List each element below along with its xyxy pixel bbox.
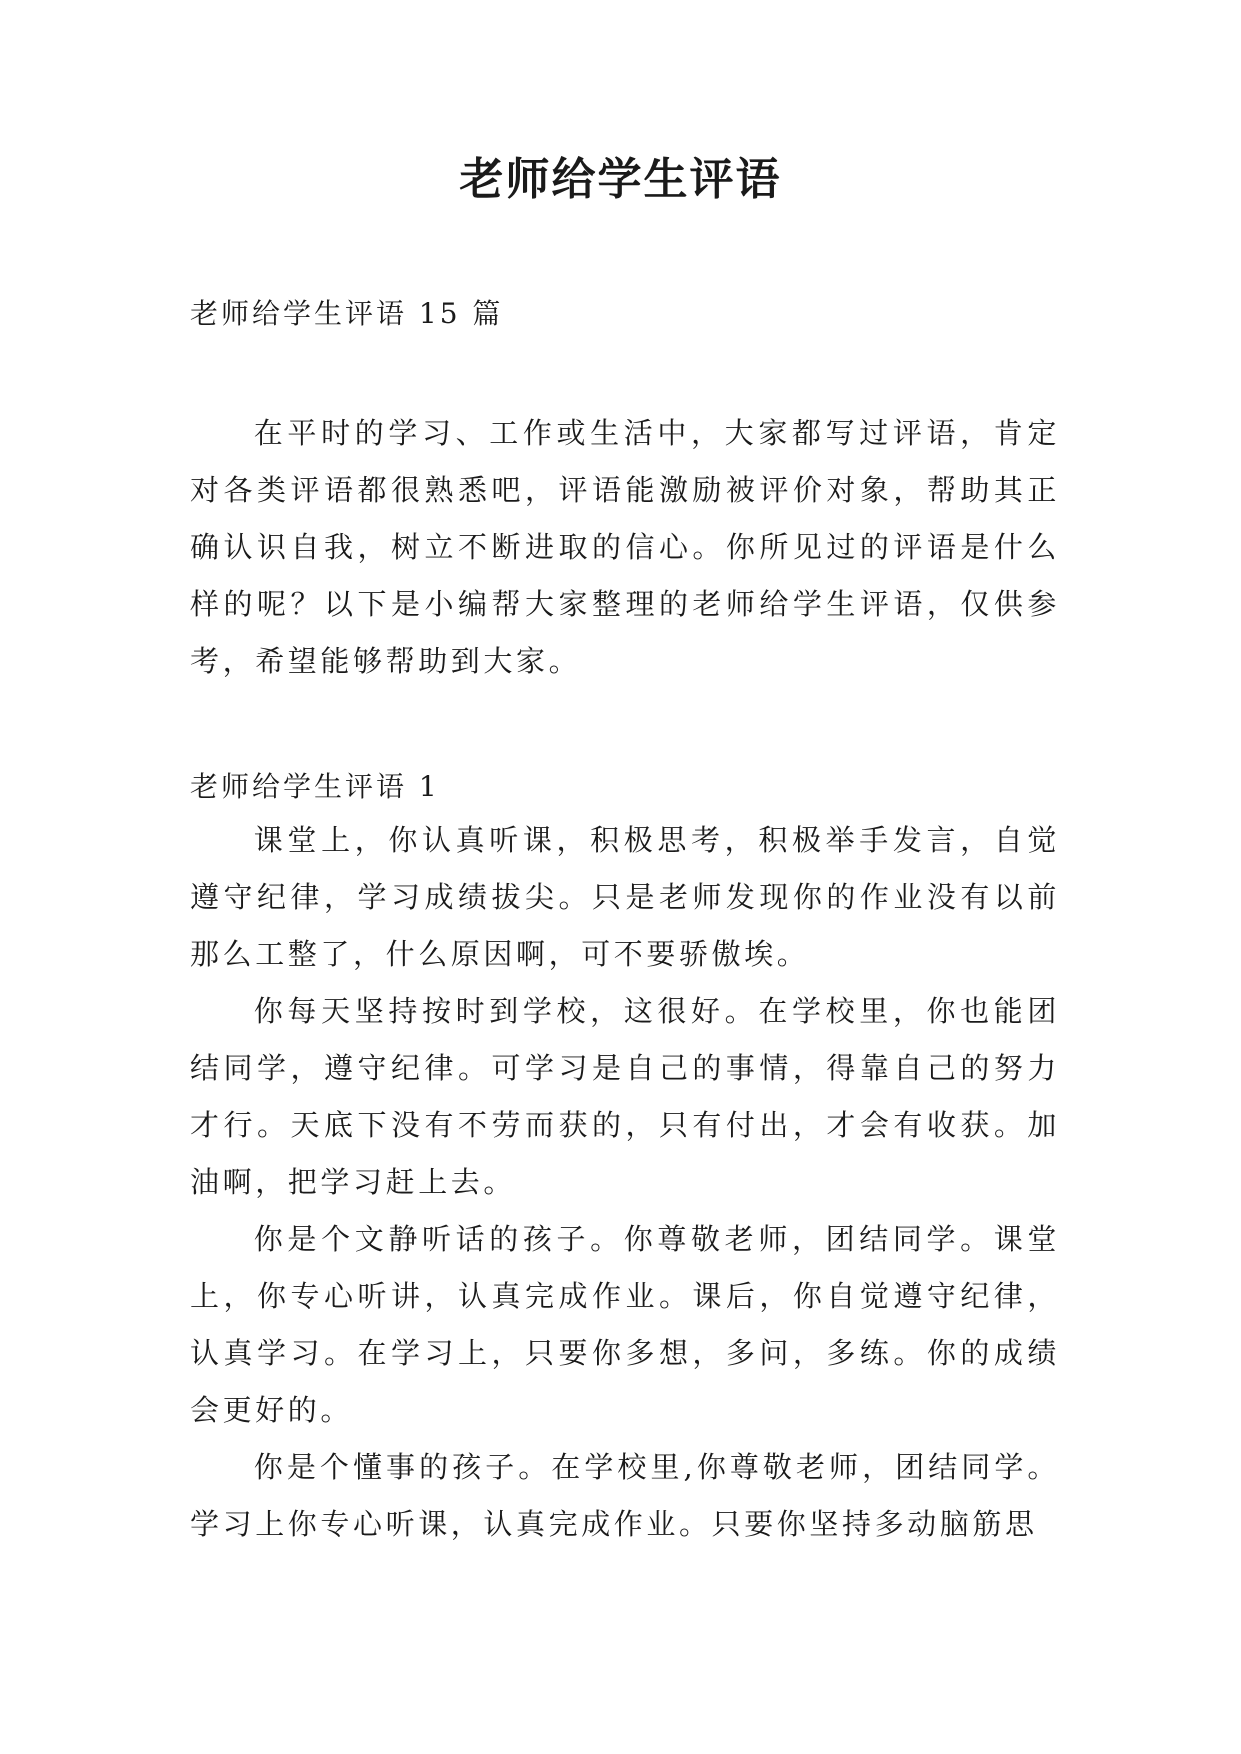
- comment-paragraph: 你是个文静听话的孩子。你尊敬老师，团结同学。课堂上，你专心听讲，认真完成作业。课后，你自觉遵守纪律，认真学习。在学习上，只要你多想，多问，多练。你的成绩会更好的。: [190, 1222, 1060, 1427]
- comment-paragraph: 你每天坚持按时到学校，这很好。在学校里，你也能团结同学，遵守纪律。可学习是自己的事情，得靠自己的努力才行。天底下没有不劳而获的，只有付出，才会有收获。加油啊，把学习赶上去。: [190, 994, 1060, 1199]
- document-subtitle: 老师给学生评语 15 篇: [190, 297, 504, 330]
- comment-paragraph: 课堂上，你认真听课，积极思考，积极举手发言，自觉遵守纪律，学习成绩拔尖。只是老师发现你的作业没有以前那么工整了，什么原因啊，可不要骄傲埃。: [190, 823, 1060, 971]
- section-body: [190, 812, 1060, 1553]
- comment-paragraph: 你是个懂事的孩子。在学校里,你尊敬老师，团结同学。学习上你专心听课，认真完成作业。只要你坚持多动脑筋思: [190, 1450, 1060, 1541]
- intro-paragraph: 在平时的学习、工作或生活中，大家都写过评语，肯定对各类评语都很熟悉吧，评语能激励被评价对象，帮助其正确认识自我，树立不断进取的信心。你所见过的评语是什么样的呢？以下是小编帮大家整理的老师给学生评语，仅供参考，希望能够帮助到大家。: [190, 416, 1060, 678]
- section-heading: 老师给学生评语 1: [190, 770, 440, 803]
- document-title: 老师给学生评语: [459, 154, 782, 205]
